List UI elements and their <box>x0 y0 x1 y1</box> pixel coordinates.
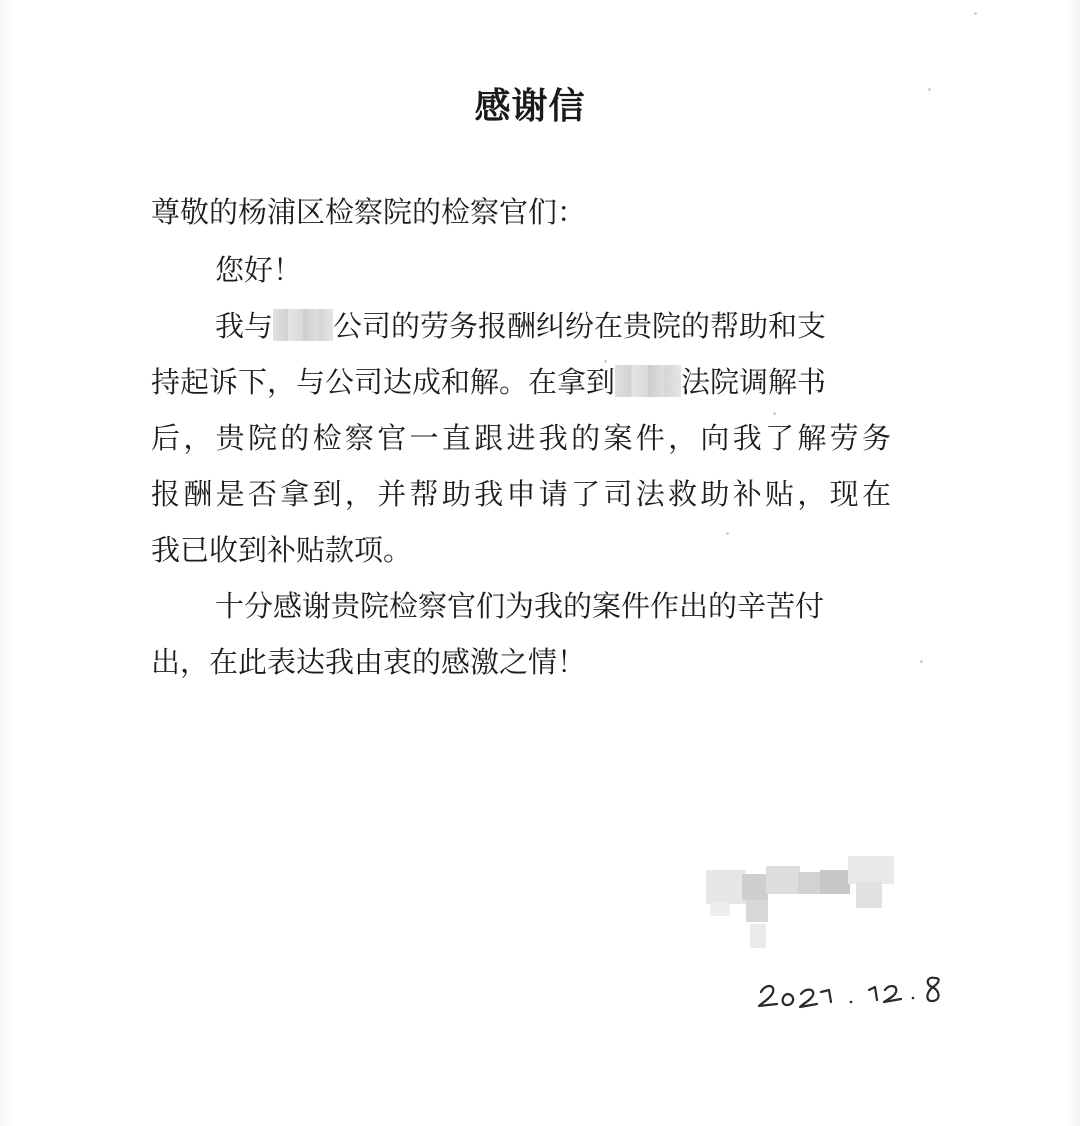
scan-speck <box>773 412 776 415</box>
body-text-segment: 法院调解书 <box>681 365 827 399</box>
body-line: 我已收到补贴款项。 <box>151 533 413 567</box>
redacted-court-name <box>615 365 681 397</box>
body-text-segment: 我与 <box>215 309 274 343</box>
scan-speck <box>920 660 923 663</box>
body-line: 出，在此表达我由衷的感激之情！ <box>151 645 587 679</box>
redacted-signature <box>706 852 896 952</box>
body-line: 后，贵院的检察官一直跟进我的案件，向我了解劳务 <box>151 421 891 455</box>
letter-greeting: 您好！ <box>215 253 303 287</box>
letter-salutation: 尊敬的杨浦区检察院的检察官们： <box>151 195 587 229</box>
body-line: 报酬是否拿到，并帮助我申请了司法救助补贴，现在 <box>151 477 891 511</box>
body-line <box>151 362 826 402</box>
redacted-company-name <box>273 309 333 341</box>
body-text-segment: 公司的劳务报酬纠纷在贵院的帮助和支 <box>333 309 827 343</box>
body-text-segment: 持起诉下，与公司达成和解。在拿到 <box>151 365 616 399</box>
body-line <box>215 306 826 346</box>
letter-title: 感谢信 <box>474 86 586 127</box>
scan-speck <box>726 532 729 535</box>
scan-speck <box>974 12 977 15</box>
body-line: 十分感谢贵院检察官们为我的案件作出的辛苦付 <box>215 589 825 623</box>
handwritten-date <box>755 970 955 1016</box>
